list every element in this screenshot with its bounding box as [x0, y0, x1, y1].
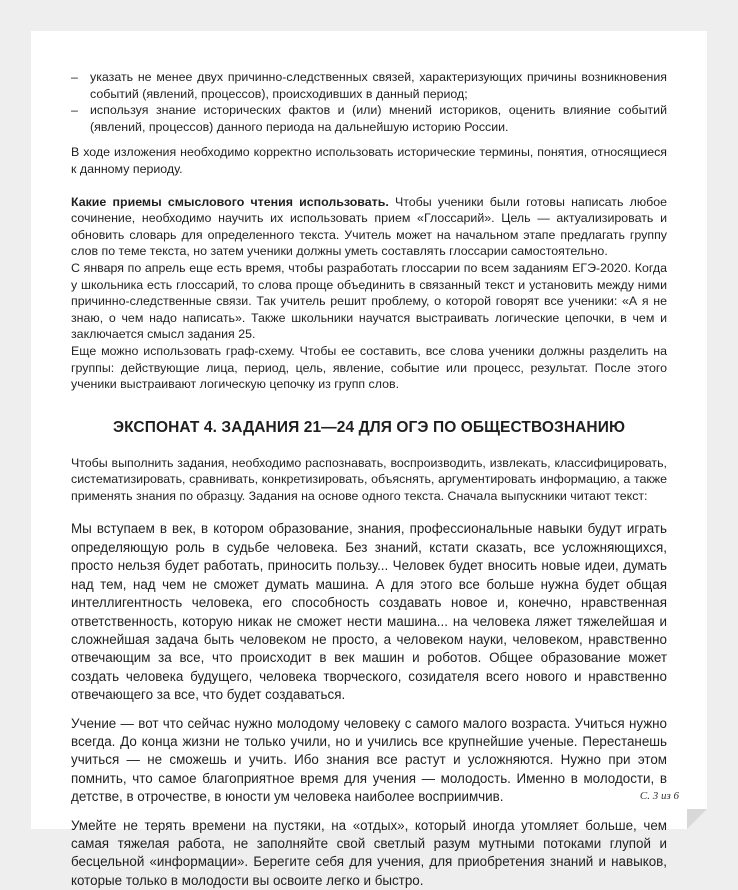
paragraph-graph: Еще можно использовать граф-схему. Чтобы ее составить, все слова ученики должны разделить на группы: действующие лица, период, цель, явление, событие или процесс, результат. После этого ученики выстраивают логическую цепочку из групп слов. — [71, 343, 667, 392]
list-item: – указать не менее двух причинно-следственных связей, характеризующих причины возникновения событий (явлений, процессов), происходивших в данный период; — [71, 69, 667, 102]
paragraph-reading — [71, 194, 667, 260]
paragraph-terms: В ходе изложения необходимо корректно использовать исторические термины, понятия, относящиеся к данному периоду. — [71, 145, 667, 176]
section-title: ЭКСПОНАТ 4. ЗАДАНИЯ 21—24 ДЛЯ ОГЭ ПО ОБЩЕСТВОЗНАНИЮ — [112, 418, 626, 436]
list-item: – используя знание исторических фактов и (или) мнений историков, оценить влияние событий (явлений, процессов) данного периода на дальнейшую историю России. — [71, 102, 667, 135]
paragraph-january: С января по апрель еще есть время, чтобы разработать глоссарии по всем заданиям ЕГЭ-2020. Когда у школьника есть глоссарий, то слова проще объединить в связанный текст и установить между ними причинно-следственные связи. Так учитель решит проблему, о которой говорят все ученики: «А я не знаю, о чем надо написать». Также школьники научатся выстраивать логические цепочки, в чем и заключается смысл задания 25. — [71, 260, 667, 342]
quote-paragraph: Мы вступаем в век, в котором образование, знания, профессиональные навыки будут играть определяющую роль в судьбе человека. Без знаний, кстати сказать, все усложняющихся, просто нельзя будет работать, приносить пользу... Человек будет вносить новые идеи, думать над тем, над чем не сможет думать машина. А для этого все больше нужна будет общая интеллигентность человека, его способность создавать новое и, конечно, нравственная ответственность, которую никак не сможет нести машина... на человека ляжет тяжелейшая и сложнейшая задача быть человеком не просто, а человеком науки, человеком, нравственно отвечающим за все, что происходит в век машин и роботов. Общее образование может создать человека будущего, человека творческого, созидателя всего нового и нравственно отвечающего за все, что будет создаваться. — [71, 521, 667, 703]
page-corner-fold — [687, 809, 707, 829]
document-page — [31, 31, 707, 888]
quote-paragraph: Умейте не терять времени на пустяки, на «отдых», который иногда утомляет больше, чем самая тяжелая работа, не заполняйте свой светлый разум мутными потоками глупой и бесцельной «информации». Берегите себя для учения, для приобретения знаний и навыков, которые только в молодости вы освоите легко и быстро. — [71, 817, 667, 888]
reading-text: Чтобы ученики были готовы написать любое сочинение, необходимо научить их использовать прием «Глоссарий». Цель — актуализировать и обновить словарь для определенного текста. Учитель может на начальном этапе предлагать группу слов по теме текста, но затем ученики должны уметь составлять глоссарии самостоятельно. — [71, 194, 667, 259]
paragraph-tasks: Чтобы выполнить задания, необходимо распознавать, воспроизводить, извлекать, классифицировать, систематизировать, сравнивать, конкретизировать, объяснять, аргументировать информацию, а также применять знания по образцу. Задания на основе одного текста. Сначала выпускники читают текст: — [71, 455, 667, 503]
quote-paragraph: Учение — вот что сейчас нужно молодому человеку с самого малого возраста. Учиться нужно всегда. До конца жизни не только учили, но и учились все крупнейшие ученые. Перестанешь учиться — не сможешь и учить. Ибо знания все растут и усложняются. Нужно при этом помнить, что самое благоприятное время для учения — молодость. Именно в молодости, в детстве, в отрочестве, в юности ум человека наиболее восприимчив. — [71, 715, 667, 805]
page-number: С. 3 из 6 — [639, 790, 679, 803]
requirements-list — [71, 69, 667, 135]
reading-heading: Какие приемы смыслового чтения использовать. — [71, 194, 389, 209]
